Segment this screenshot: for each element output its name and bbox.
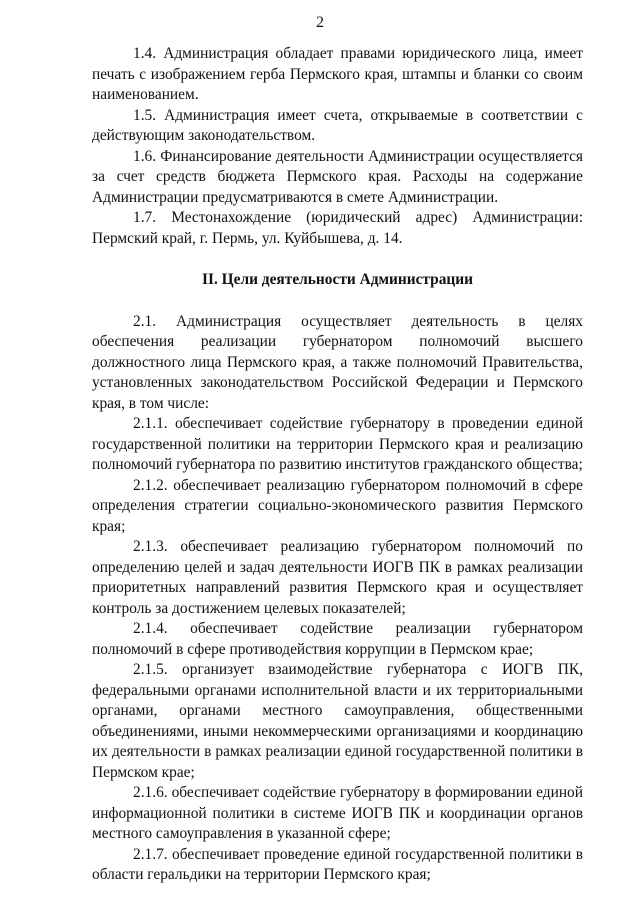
paragraph-2-1: 2.1. Администрация осуществляет деятельность в целях обеспечения реализации губернатором полномочий высшего должностного лица Пермского края, а также полномочий Правительства, установленных законодательством Российской Федерации и Пермского края, в том числе: bbox=[92, 312, 583, 412]
paragraph-2-1-4: 2.1.4. обеспечивает содействие реализации губернатором полномочий в сфере противодействия коррупции в Пермском крае; bbox=[92, 620, 583, 658]
paragraph-1-4: 1.4. Администрация обладает правами юридического лица, имеет печать с изображением герба Пермского края, штампы и бланки со своим наименованием. bbox=[92, 45, 583, 103]
paragraph-2-1-6: 2.1.6. обеспечивает содействие губернатору в формировании единой информационной политики в системе ИОГВ ПК и координации органов местного самоуправления в указанной сфере; bbox=[92, 784, 583, 842]
paragraph-2-1-5: 2.1.5. организует взаимодействие губернатора с ИОГВ ПК, федеральными органами исполнительной власти и их территориальными органами, органами местного самоуправления, общественными объединениями, иными некоммерческими организациями и координацию их деятельности в рамках реализации единой государственной политики в Пермском крае; bbox=[92, 661, 583, 781]
document-body bbox=[92, 44, 583, 886]
paragraph-2-1-3: 2.1.3. обеспечивает реализацию губернатором полномочий по определению целей и задач деятельности ИОГВ ПК в рамках реализации приоритетных направлений развития Пермского края и осуществляет контроль за достижением целевых показателей; bbox=[92, 538, 583, 617]
paragraph-1-6: 1.6. Финансирование деятельности Администрации осуществляется за счет средств бюджета Пермского края. Расходы на содержание Администрации предусматриваются в смете Администрации. bbox=[92, 147, 583, 206]
paragraph-2-1-1: 2.1.1. обеспечивает содействие губернатору в проведении единой государственной политики на территории Пермского края и реализацию полномочий губернатора по развитию институтов гражданского общества; bbox=[92, 415, 583, 473]
page-number: 2 bbox=[316, 14, 324, 31]
paragraph-1-7: 1.7. Местонахождение (юридический адрес) Администрации: Пермский край, г. Пермь, ул. Куйбышева, д. 14. bbox=[92, 209, 583, 247]
paragraph-2-1-2: 2.1.2. обеспечивает реализацию губернатором полномочий в сфере определения стратегии социально-экономического развития Пермского края; bbox=[92, 476, 583, 535]
section-heading: II. Цели деятельности Администрации bbox=[201, 271, 474, 288]
paragraph-2-1-7: 2.1.7. обеспечивает проведение единой государственной политики в области геральдики на территории Пермского края; bbox=[92, 845, 583, 883]
paragraph-1-5: 1.5. Администрация имеет счета, открываемые в соответствии с действующим законодательством. bbox=[92, 106, 583, 144]
